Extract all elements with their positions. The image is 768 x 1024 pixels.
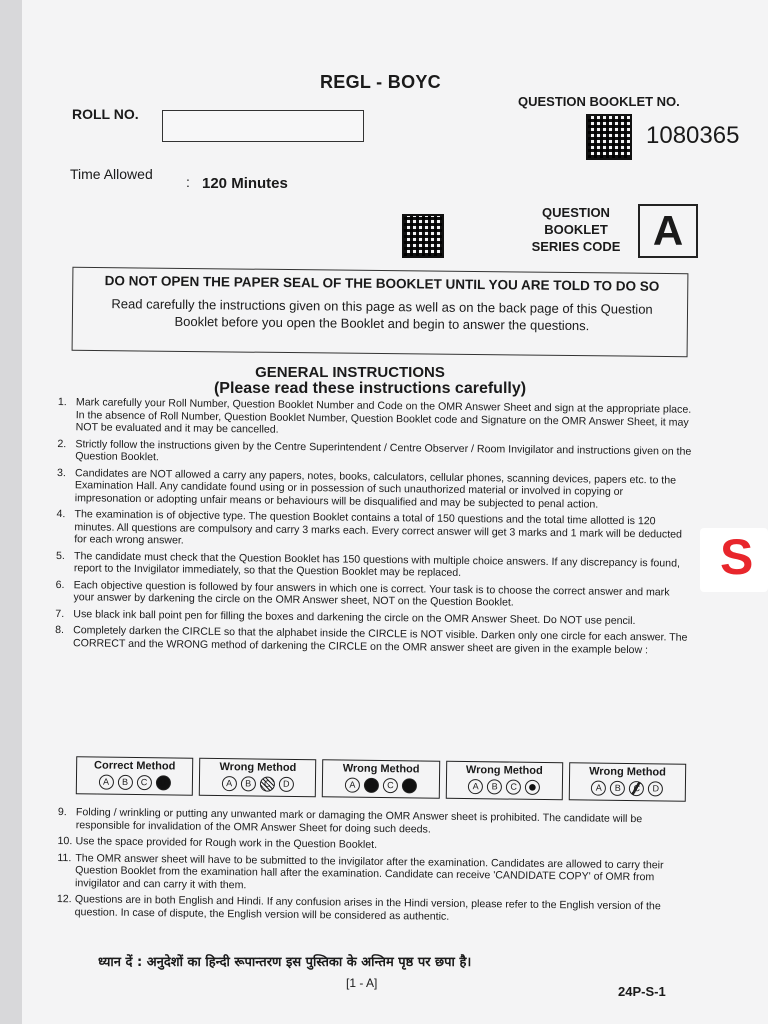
instruction-text: Candidates are NOT allowed a carry any papers, notes, books, calculators, cellular phones, scanning devices, papers etc. to the Examination Hall. Any candidate found using or in possession of such unauthorized material or involved in copying or impresonation or adopting unfair means or behaviours will be disqualified and may be subjected to penal action.: [74, 466, 677, 511]
omr-circle: B: [364, 778, 379, 793]
instruction-number: 1.: [57, 396, 67, 409]
omr-circle: A: [345, 778, 360, 793]
instruction-item: [56, 508, 690, 553]
instruction-item: [57, 437, 691, 470]
notice-title: DO NOT OPEN THE PAPER SEAL OF THE BOOKLET UNTIL YOU ARE TOLD TO DO SO: [104, 273, 660, 294]
instruction-number: 7.: [55, 607, 65, 620]
instruction-item: [57, 466, 691, 511]
omr-example-title: Correct Method: [94, 759, 176, 773]
omr-circle: D: [648, 781, 663, 796]
omr-examples-row: [76, 756, 686, 801]
instruction-text: The OMR answer sheet will have to be submitted to the invigilator after the examination. Candidates are allowed to carry their Question Booklet from the examination hall after the examination. Candidate can receive 'CANDIDATE COPY' of OMR from invigilator and can carry it with them.: [74, 851, 664, 891]
instruction-text: Strictly follow the instructions given by the Centre Superintendent / Centre Observer / Room Invigilator and instructions given on the Question Booklet.: [75, 437, 692, 464]
omr-example-circles: [200, 776, 315, 792]
instruction-item: [56, 549, 690, 582]
qr-code-icon: [402, 214, 444, 258]
instruction-number: 5.: [55, 549, 65, 562]
omr-example-box: [199, 758, 317, 797]
instruction-number: 8.: [55, 623, 65, 637]
omr-circle: D: [402, 778, 417, 793]
page-number: [1 - A]: [346, 976, 378, 990]
omr-circle: D: [155, 775, 170, 790]
omr-circle: C: [136, 775, 151, 790]
instruction-item: [55, 624, 689, 657]
omr-circle: A: [222, 776, 237, 791]
instructions-list: [55, 396, 692, 661]
hindi-note: ध्यान दें : अनुदेशों का हिन्दी रूपान्तरण इस पुस्तिका के अन्तिम पृष्ठ पर छपा है।: [98, 955, 472, 970]
omr-circle: B: [117, 775, 132, 790]
instruction-item: [55, 578, 689, 611]
instruction-text: The candidate must check that the Question Booklet has 150 questions with multiple choice answers. If any discrepancy is found, report to the Invigilator immediately, so that the Question Booklet may be replaced.: [73, 549, 681, 579]
question-booklet-no-label: QUESTION BOOKLET NO.: [518, 94, 680, 109]
time-allowed-value: 120 Minutes: [202, 175, 288, 192]
series-code-label: QUESTION BOOKLET SERIES CODE: [531, 205, 621, 254]
omr-example-box: [445, 761, 563, 800]
instruction-text: Questions are in both English and Hindi. If any confusion arises in the Hindi version, please refer to the English version of the question. In case of dispute, the English version will be considered as authentic.: [74, 893, 661, 923]
notice-body: Read carefully the instructions given on this page as well as on the back page of this Question Booklet before you open the Booklet and begin to answer the questions.: [111, 296, 653, 334]
omr-example-title: Wrong Method: [589, 765, 666, 779]
omr-example-box: [76, 756, 194, 795]
omr-circle: C: [260, 777, 275, 792]
roll-number-box[interactable]: [162, 110, 364, 142]
instruction-text: Each objective question is followed by four answers in which one is correct. Your task is to choose the correct answer and mark your answer by darkening the circle on the OMR Answer sheet, NOT on the Question Booklet.: [73, 578, 670, 609]
instruction-text: Completely darken the CIRCLE so that the alphabet inside the CIRCLE is NOT visible. Darken only one circle for each answer. The CORRECT and the WRONG method of darkening the CIRCLE on the OMR answer sheet are given in the example below :: [72, 624, 688, 656]
instruction-number: 6.: [55, 578, 65, 591]
omr-circle: A: [591, 781, 606, 796]
series-code-value: A: [638, 204, 698, 258]
omr-circle: [525, 780, 540, 795]
instruction-number: 3.: [56, 466, 66, 479]
omr-circle: B: [487, 779, 502, 794]
general-instructions-subtitle: (Please read these instructions carefully): [213, 380, 527, 397]
omr-circle: D: [279, 777, 294, 792]
side-label-s: S: [720, 529, 754, 585]
omr-example-circles: [570, 780, 685, 796]
omr-example-title: Wrong Method: [219, 761, 297, 774]
omr-example-circles: [323, 777, 438, 793]
question-booklet-number: 1080365: [646, 122, 740, 149]
instruction-number: 11.: [57, 851, 72, 864]
time-colon: :: [186, 174, 190, 190]
omr-example-box: [569, 762, 687, 801]
instructions-list-continued: [57, 806, 692, 930]
instruction-number: 10.: [57, 834, 73, 848]
instruction-number: 2.: [57, 437, 67, 450]
instruction-text: Use black ink ball point pen for filling the boxes and darkening the circle on the OMR Answer Sheet. Do NOT use pencil.: [73, 607, 636, 627]
roll-number-label: ROLL NO.: [72, 106, 139, 122]
omr-example-title: Wrong Method: [465, 764, 543, 777]
general-instructions-title: GENERAL INSTRUCTIONS: [255, 364, 445, 381]
omr-circle: C: [383, 778, 398, 793]
time-allowed-label: Time Allowed: [70, 166, 153, 182]
instruction-text: The examination is of objective type. The question Booklet contains a total of 150 questions and the total time allotted is 120 minutes. All questions are compulsory and carry 3 marks each. Every correct answer will get 3 marks and 1 mark will be deducted for each wrong answer.: [74, 508, 683, 547]
omr-example-box: [322, 759, 440, 798]
instruction-number: 9.: [57, 806, 67, 819]
instruction-item: [58, 396, 692, 441]
instruction-item: [57, 851, 691, 896]
omr-example-title: Wrong Method: [342, 762, 420, 776]
omr-circle: A: [98, 775, 113, 790]
background-strip: [0, 0, 22, 1024]
instruction-text: Mark carefully your Roll Number, Question Booklet Number and Code on the OMR Answer Sheet and sign at the appropriate place. In the absence of Roll Number, Question Booklet Number, Question Booklet code and Signature on the OMR Answer Sheet, it may NOT be evaluated and it may be cancelled.: [75, 396, 692, 436]
instruction-number: 12.: [56, 892, 72, 906]
omr-example-circles: [77, 774, 192, 790]
qr-code-icon: [586, 114, 632, 160]
omr-circle: B: [241, 776, 256, 791]
omr-circle: C: [506, 780, 521, 795]
document-code: 24P-S-1: [618, 984, 666, 999]
instruction-text: Use the space provided for Rough work in the Question Booklet.: [75, 835, 378, 851]
omr-circle: B: [610, 781, 625, 796]
omr-example-circles: [446, 779, 561, 795]
paper-code: REGL - BOYC: [320, 72, 441, 92]
instruction-number: 4.: [56, 507, 66, 521]
instruction-item: [57, 893, 691, 926]
instruction-text: Folding / wrinkling or putting any unwanted mark or damaging the OMR Answer sheet is prohibited. The candidate will be responsible for invalidation of the OMR Answer Sheet for doing such deeds.: [75, 806, 643, 836]
omr-circle: C: [629, 781, 644, 796]
omr-circle: A: [468, 779, 483, 794]
